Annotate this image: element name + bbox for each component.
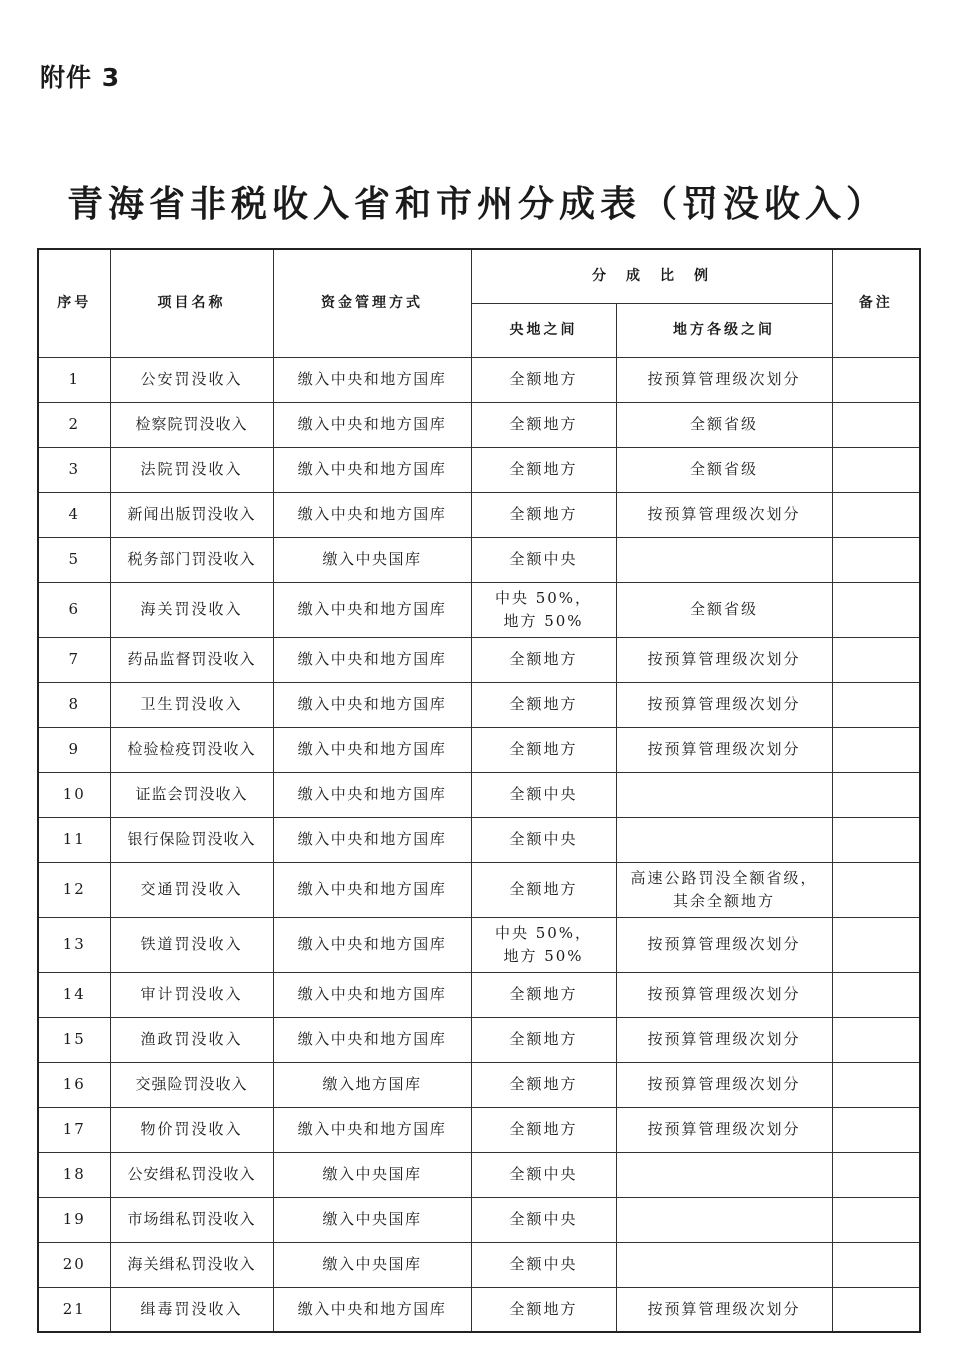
cell-no: 18 — [38, 1152, 110, 1197]
cell-central-local-split: 全额地方 — [471, 1287, 616, 1332]
cell-fund-method: 缴入中央和地方国库 — [273, 972, 471, 1017]
cell-remark — [832, 357, 920, 402]
cell-no: 17 — [38, 1107, 110, 1152]
cell-fund-method: 缴入中央和地方国库 — [273, 582, 471, 637]
cell-fund-method: 缴入中央国库 — [273, 1197, 471, 1242]
document-title: 青海省非税收入省和市州分成表（罚没收入） — [66, 184, 887, 225]
cell-remark — [832, 1197, 920, 1242]
cell-local-levels-split — [616, 537, 832, 582]
cell-remark — [832, 727, 920, 772]
cell-fund-method: 缴入中央和地方国库 — [273, 402, 471, 447]
header-local-levels: 地方各级之间 — [616, 303, 832, 357]
table-row — [38, 1017, 920, 1062]
cell-fund-method: 缴入中央和地方国库 — [273, 637, 471, 682]
cell-remark — [832, 537, 920, 582]
table-row — [38, 1287, 920, 1332]
cell-remark — [832, 582, 920, 637]
cell-remark — [832, 1242, 920, 1287]
cell-central-local-split: 全额地方 — [471, 1107, 616, 1152]
cell-central-local-split: 中央 50%， 地方 50% — [471, 917, 616, 972]
cell-item-name: 市场缉私罚没收入 — [110, 1197, 273, 1242]
table-row — [38, 817, 920, 862]
cell-item-name: 检察院罚没收入 — [110, 402, 273, 447]
cell-no: 1 — [38, 357, 110, 402]
table-row — [38, 1107, 920, 1152]
attachment-label: 附件 3 — [40, 63, 121, 92]
cell-no: 9 — [38, 727, 110, 772]
table-body — [38, 357, 920, 1332]
cell-remark — [832, 1287, 920, 1332]
cell-fund-method: 缴入中央和地方国库 — [273, 1107, 471, 1152]
cell-no: 16 — [38, 1062, 110, 1107]
cell-central-local-split: 全额地方 — [471, 727, 616, 772]
cell-fund-method: 缴入中央和地方国库 — [273, 682, 471, 727]
cell-remark — [832, 1062, 920, 1107]
cell-fund-method: 缴入中央和地方国库 — [273, 727, 471, 772]
cell-central-local-split: 全额中央 — [471, 772, 616, 817]
cell-no: 14 — [38, 972, 110, 1017]
cell-local-levels-split: 全额省级 — [616, 402, 832, 447]
cell-item-name: 卫生罚没收入 — [110, 682, 273, 727]
cell-local-levels-split — [616, 817, 832, 862]
cell-item-name: 渔政罚没收入 — [110, 1017, 273, 1062]
cell-remark — [832, 1152, 920, 1197]
cell-fund-method: 缴入地方国库 — [273, 1062, 471, 1107]
cell-local-levels-split — [616, 1152, 832, 1197]
cell-fund-method: 缴入中央和地方国库 — [273, 447, 471, 492]
table-row — [38, 1062, 920, 1107]
cell-fund-method: 缴入中央和地方国库 — [273, 917, 471, 972]
table-row — [38, 537, 920, 582]
table-row — [38, 402, 920, 447]
cell-central-local-split: 全额地方 — [471, 1017, 616, 1062]
cell-fund-method: 缴入中央和地方国库 — [273, 1017, 471, 1062]
table-row — [38, 492, 920, 537]
revenue-split-table — [37, 248, 921, 1333]
cell-item-name: 检验检疫罚没收入 — [110, 727, 273, 772]
table-row — [38, 972, 920, 1017]
cell-remark — [832, 972, 920, 1017]
cell-item-name: 药品监督罚没收入 — [110, 637, 273, 682]
cell-remark — [832, 917, 920, 972]
cell-central-local-split: 全额地方 — [471, 682, 616, 727]
cell-central-local-split: 全额地方 — [471, 447, 616, 492]
cell-local-levels-split: 按预算管理级次划分 — [616, 1287, 832, 1332]
cell-fund-method: 缴入中央和地方国库 — [273, 862, 471, 917]
cell-remark — [832, 817, 920, 862]
table-row — [38, 862, 920, 917]
cell-no: 15 — [38, 1017, 110, 1062]
cell-local-levels-split — [616, 1197, 832, 1242]
cell-no: 6 — [38, 582, 110, 637]
table-row — [38, 682, 920, 727]
cell-no: 11 — [38, 817, 110, 862]
header-ratio: 分 成 比 例 — [471, 249, 832, 303]
cell-fund-method: 缴入中央和地方国库 — [273, 1287, 471, 1332]
cell-item-name: 海关缉私罚没收入 — [110, 1242, 273, 1287]
cell-item-name: 新闻出版罚没收入 — [110, 492, 273, 537]
table-row — [38, 582, 920, 637]
cell-central-local-split: 全额地方 — [471, 1062, 616, 1107]
table-row — [38, 917, 920, 972]
cell-item-name: 证监会罚没收入 — [110, 772, 273, 817]
cell-remark — [832, 682, 920, 727]
cell-item-name: 公安缉私罚没收入 — [110, 1152, 273, 1197]
table-row — [38, 1197, 920, 1242]
cell-local-levels-split: 全额省级 — [616, 447, 832, 492]
cell-remark — [832, 1107, 920, 1152]
cell-no: 19 — [38, 1197, 110, 1242]
cell-remark — [832, 447, 920, 492]
header-method: 资金管理方式 — [273, 249, 471, 357]
cell-remark — [832, 492, 920, 537]
cell-no: 7 — [38, 637, 110, 682]
cell-central-local-split: 全额地方 — [471, 402, 616, 447]
cell-item-name: 海关罚没收入 — [110, 582, 273, 637]
cell-local-levels-split: 高速公路罚没全额省级， 其余全额地方 — [616, 862, 832, 917]
cell-local-levels-split: 按预算管理级次划分 — [616, 357, 832, 402]
header-name: 项目名称 — [110, 249, 273, 357]
cell-item-name: 公安罚没收入 — [110, 357, 273, 402]
cell-fund-method: 缴入中央国库 — [273, 1152, 471, 1197]
cell-central-local-split: 全额地方 — [471, 972, 616, 1017]
cell-central-local-split: 全额中央 — [471, 817, 616, 862]
cell-item-name: 铁道罚没收入 — [110, 917, 273, 972]
cell-no: 10 — [38, 772, 110, 817]
cell-remark — [832, 1017, 920, 1062]
cell-no: 8 — [38, 682, 110, 727]
cell-no: 20 — [38, 1242, 110, 1287]
cell-local-levels-split — [616, 772, 832, 817]
cell-item-name: 交强险罚没收入 — [110, 1062, 273, 1107]
cell-local-levels-split: 全额省级 — [616, 582, 832, 637]
header-no: 序号 — [38, 249, 110, 357]
cell-local-levels-split: 按预算管理级次划分 — [616, 917, 832, 972]
table-row — [38, 637, 920, 682]
table-row — [38, 1242, 920, 1287]
cell-item-name: 税务部门罚没收入 — [110, 537, 273, 582]
cell-central-local-split: 全额中央 — [471, 1242, 616, 1287]
table-row — [38, 447, 920, 492]
cell-local-levels-split: 按预算管理级次划分 — [616, 682, 832, 727]
cell-remark — [832, 772, 920, 817]
cell-item-name: 交通罚没收入 — [110, 862, 273, 917]
cell-fund-method: 缴入中央国库 — [273, 537, 471, 582]
cell-remark — [832, 637, 920, 682]
cell-remark — [832, 402, 920, 447]
cell-no: 3 — [38, 447, 110, 492]
cell-item-name: 银行保险罚没收入 — [110, 817, 273, 862]
cell-no: 4 — [38, 492, 110, 537]
table-row — [38, 357, 920, 402]
cell-remark — [832, 862, 920, 917]
cell-local-levels-split: 按预算管理级次划分 — [616, 1062, 832, 1107]
cell-central-local-split: 全额中央 — [471, 1197, 616, 1242]
cell-no: 12 — [38, 862, 110, 917]
header-remark: 备注 — [832, 249, 920, 357]
cell-central-local-split: 全额地方 — [471, 357, 616, 402]
cell-local-levels-split: 按预算管理级次划分 — [616, 1107, 832, 1152]
header-row — [38, 249, 920, 303]
cell-central-local-split: 全额地方 — [471, 637, 616, 682]
table-row — [38, 772, 920, 817]
cell-central-local-split: 全额地方 — [471, 862, 616, 917]
cell-item-name: 审计罚没收入 — [110, 972, 273, 1017]
cell-local-levels-split: 按预算管理级次划分 — [616, 637, 832, 682]
cell-local-levels-split: 按预算管理级次划分 — [616, 1017, 832, 1062]
cell-local-levels-split — [616, 1242, 832, 1287]
cell-no: 5 — [38, 537, 110, 582]
cell-item-name: 物价罚没收入 — [110, 1107, 273, 1152]
table-row — [38, 727, 920, 772]
cell-fund-method: 缴入中央和地方国库 — [273, 772, 471, 817]
cell-local-levels-split: 按预算管理级次划分 — [616, 972, 832, 1017]
cell-central-local-split: 全额中央 — [471, 1152, 616, 1197]
cell-central-local-split: 全额中央 — [471, 537, 616, 582]
cell-item-name: 缉毒罚没收入 — [110, 1287, 273, 1332]
cell-central-local-split: 全额地方 — [471, 492, 616, 537]
cell-fund-method: 缴入中央国库 — [273, 1242, 471, 1287]
cell-no: 21 — [38, 1287, 110, 1332]
cell-item-name: 法院罚没收入 — [110, 447, 273, 492]
cell-local-levels-split: 按预算管理级次划分 — [616, 727, 832, 772]
cell-fund-method: 缴入中央和地方国库 — [273, 817, 471, 862]
cell-central-local-split: 中央 50%， 地方 50% — [471, 582, 616, 637]
cell-fund-method: 缴入中央和地方国库 — [273, 357, 471, 402]
cell-fund-method: 缴入中央和地方国库 — [273, 492, 471, 537]
table-row — [38, 1152, 920, 1197]
cell-no: 13 — [38, 917, 110, 972]
header-central-local: 央地之间 — [471, 303, 616, 357]
cell-no: 2 — [38, 402, 110, 447]
cell-local-levels-split: 按预算管理级次划分 — [616, 492, 832, 537]
